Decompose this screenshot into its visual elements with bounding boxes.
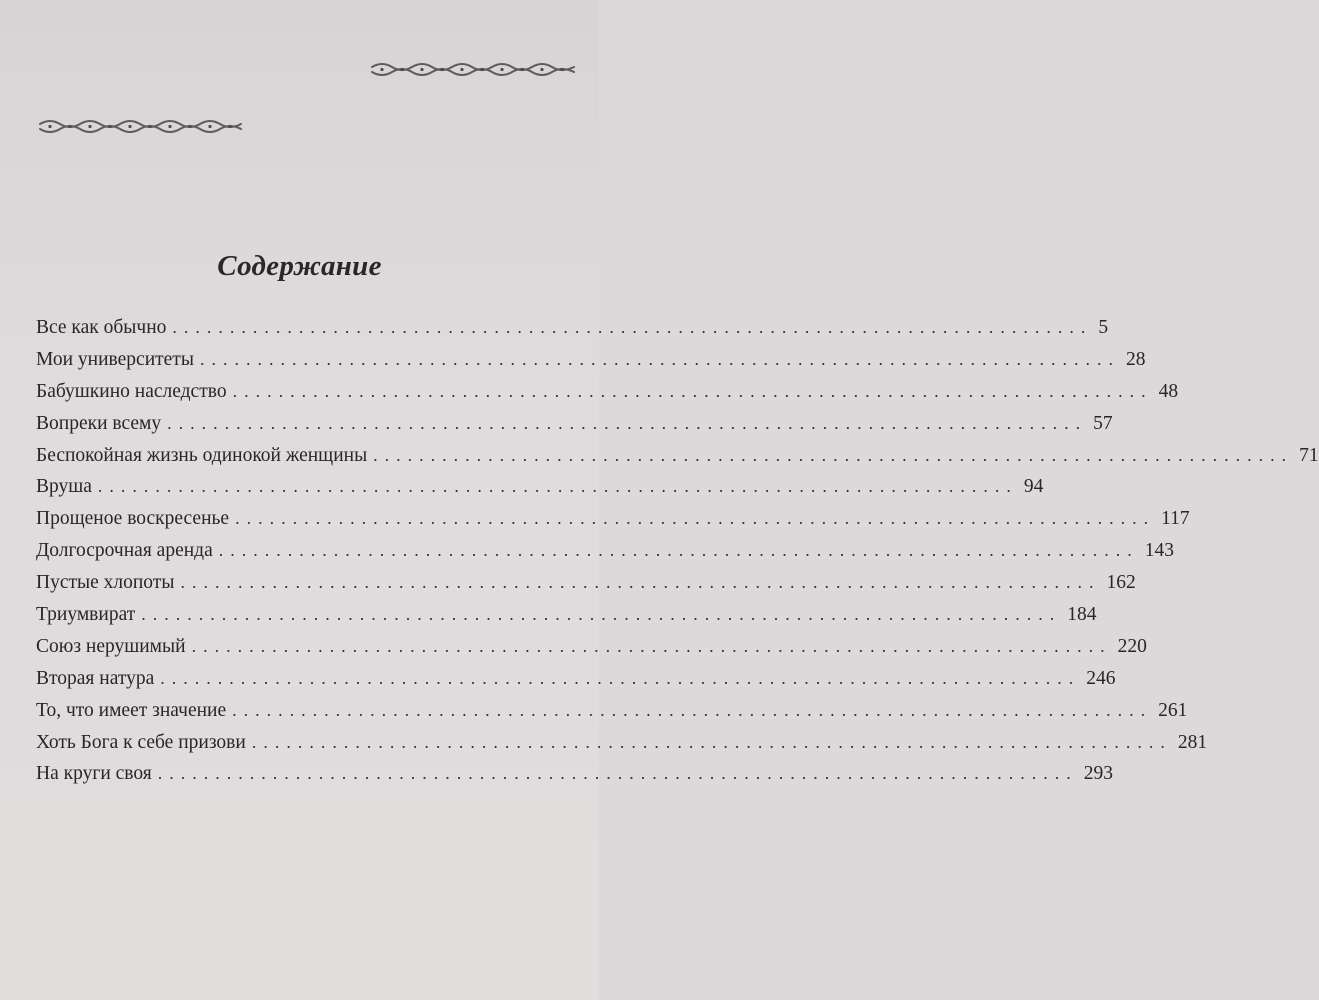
toc-entry — [36, 376, 1179, 408]
toc-entry — [36, 503, 1190, 535]
toc-leader-dots: ................................................................................ — [199, 348, 1120, 369]
toc-entry-page-number: 220 — [1117, 635, 1147, 657]
toc-entry-page-number: 246 — [1086, 667, 1116, 689]
toc-entry — [36, 344, 1146, 376]
toc-entry-page-number: 143 — [1144, 540, 1174, 562]
toc-leader-dots: ................................................................................ — [180, 572, 1101, 593]
toc-entry-title: Бабушкино наследство — [36, 380, 227, 402]
toc-leader-dots: ................................................................................ — [172, 317, 1093, 337]
toc-entry — [36, 440, 1319, 472]
toc-entry-page-number: 48 — [1158, 380, 1179, 402]
toc-entry-page-number: 5 — [1098, 317, 1109, 338]
decorative-ornament-top-left — [38, 115, 243, 137]
toc-entry-page-number: 94 — [1023, 476, 1044, 498]
table-of-contents — [36, 312, 1319, 790]
toc-entry — [36, 727, 1208, 759]
toc-entry — [36, 535, 1174, 567]
toc-entry-page-number: 184 — [1067, 604, 1097, 626]
toc-entry-title: Вопреки всему — [36, 412, 162, 434]
toc-entry — [36, 599, 1097, 631]
toc-entry-page-number: 28 — [1125, 348, 1146, 370]
toc-leader-dots: ................................................................................ — [232, 380, 1153, 401]
toc-leader-dots: ................................................................................ — [141, 604, 1062, 625]
toc-leader-dots: ................................................................................ — [373, 444, 1294, 465]
toc-leader-dots: ................................................................................ — [235, 508, 1156, 529]
toc-entry-page-number: 57 — [1093, 412, 1113, 434]
toc-entry — [36, 567, 1136, 599]
decorative-ornament-top-right — [370, 58, 576, 80]
toc-leader-dots: ................................................................................ — [160, 667, 1081, 688]
toc-entry-page-number: 162 — [1106, 572, 1136, 594]
toc-entry-title: То, что имеет значение — [36, 699, 227, 721]
toc-entry — [36, 312, 1109, 344]
toc-entry-page-number: 71 — [1299, 444, 1319, 466]
toc-entry-title: Долгосрочная аренда — [36, 540, 213, 562]
toc-leader-dots: ................................................................................ — [251, 731, 1172, 752]
toc-entry — [36, 471, 1044, 503]
toc-entry — [36, 408, 1113, 440]
toc-leader-dots: ................................................................................ — [218, 540, 1139, 561]
toc-entry-title: Мои университеты — [36, 348, 194, 370]
toc-entry — [36, 663, 1116, 695]
toc-leader-dots: ................................................................................ — [191, 635, 1112, 656]
toc-entry-title: На круги своя — [36, 763, 152, 785]
toc-leader-dots: ................................................................................ — [97, 476, 1018, 497]
toc-entry-page-number: 261 — [1158, 699, 1188, 721]
toc-entry — [36, 695, 1188, 727]
toc-leader-dots: ................................................................................ — [232, 699, 1153, 720]
toc-entry — [36, 758, 1113, 790]
toc-entry-title: Вторая натура — [36, 667, 155, 689]
toc-entry-page-number: 117 — [1161, 508, 1190, 530]
toc-entry-title: Прощеное воскресенье — [36, 508, 230, 530]
toc-entry-page-number: 293 — [1083, 763, 1113, 785]
contents-heading: Содержание — [217, 250, 382, 282]
toc-entry-title: Пустые хлопоты — [36, 572, 175, 594]
toc-entry-title: Беспокойная жизнь одинокой женщины — [36, 444, 368, 466]
toc-entry — [36, 631, 1147, 663]
toc-entry-title: Союз нерушимый — [36, 635, 186, 657]
toc-entry-title: Все как обычно — [36, 317, 167, 338]
toc-leader-dots: ................................................................................ — [157, 763, 1078, 784]
toc-entry-page-number: 281 — [1177, 731, 1208, 753]
toc-entry-title: Хоть Бога к себе призови — [36, 731, 246, 753]
toc-entry-title: Вруша — [36, 476, 92, 498]
toc-leader-dots: ................................................................................ — [167, 412, 1088, 433]
toc-entry-title: Триумвират — [36, 604, 136, 626]
